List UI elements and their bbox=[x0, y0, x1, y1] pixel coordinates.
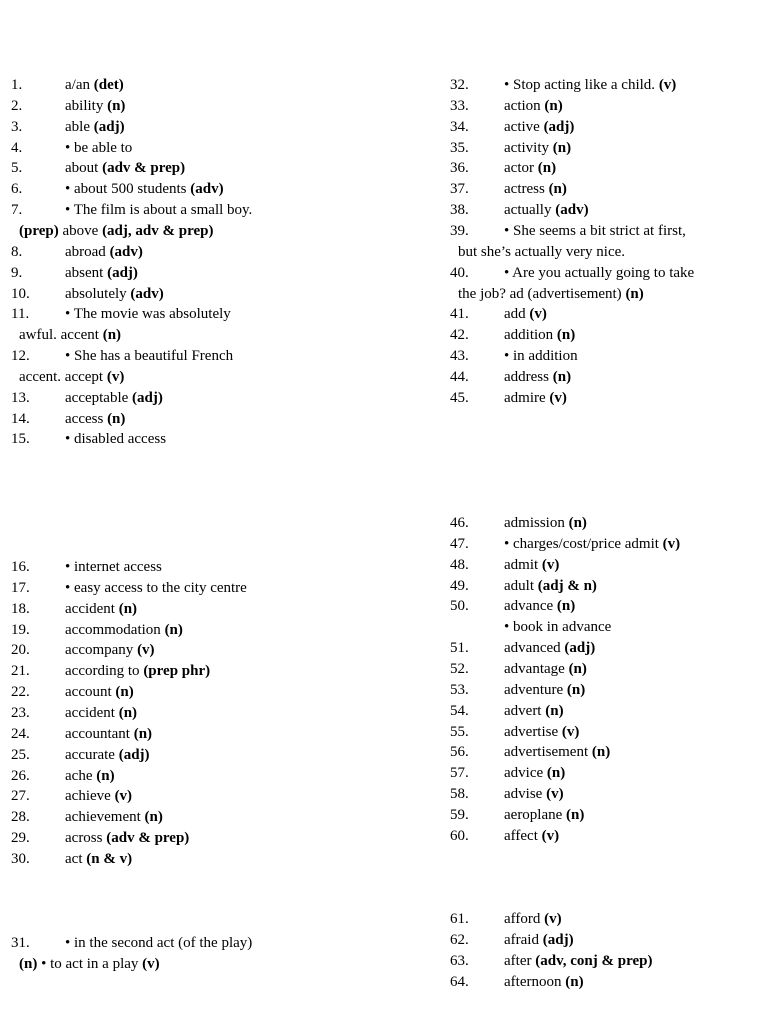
entry-text bbox=[504, 179, 567, 200]
entry-term: • The film is about a small boy. bbox=[65, 202, 253, 219]
entry-text bbox=[504, 951, 652, 972]
entry-term: admire bbox=[504, 389, 546, 406]
entry-pos: (adj) bbox=[564, 640, 596, 657]
entry-text bbox=[65, 933, 252, 954]
entry-pos: (adj & n) bbox=[537, 577, 597, 594]
entry-prefix-pos: (n) bbox=[19, 955, 38, 972]
entry-number: 35. bbox=[450, 139, 469, 156]
entry-text bbox=[65, 117, 125, 138]
entry-pos: (adj) bbox=[543, 118, 575, 135]
entry-number: 49. bbox=[450, 577, 469, 594]
entry-term: • in the second act (of the play) bbox=[65, 935, 253, 951]
entry-text bbox=[65, 828, 189, 849]
entry-term: absolutely bbox=[65, 285, 127, 302]
entry-number: 25. bbox=[11, 746, 30, 763]
entry-number: 53. bbox=[450, 681, 469, 698]
entry-text bbox=[65, 388, 163, 409]
entry-pos: (n) bbox=[164, 621, 183, 638]
entry-text bbox=[504, 680, 585, 701]
entry-number: 58. bbox=[450, 786, 469, 803]
entry-text bbox=[65, 409, 125, 430]
entry-text bbox=[504, 930, 574, 951]
entry-number: 19. bbox=[11, 621, 30, 638]
entry-text bbox=[504, 158, 556, 179]
entry-term: • The movie was absolutely bbox=[65, 306, 231, 323]
entry-term: • in addition bbox=[504, 348, 578, 365]
entry-text bbox=[65, 640, 155, 661]
entry-number: 10. bbox=[11, 285, 30, 302]
entry-pos: (adj) bbox=[118, 746, 150, 763]
entry-text bbox=[504, 138, 571, 159]
entry-pos: (adv) bbox=[190, 181, 224, 198]
entry-number: 21. bbox=[11, 663, 30, 680]
entry-text bbox=[504, 304, 547, 325]
entry-text bbox=[504, 826, 559, 847]
continuation-text bbox=[19, 221, 213, 242]
entry-number: 44. bbox=[450, 368, 469, 385]
entry-number: 48. bbox=[450, 556, 469, 573]
entry-pos: (n) bbox=[625, 285, 644, 302]
entry-text bbox=[504, 596, 575, 617]
entry-text bbox=[504, 96, 563, 117]
entry-term: • disabled access bbox=[65, 431, 167, 448]
entry-pos: (adj) bbox=[132, 389, 163, 406]
entry-text bbox=[65, 724, 152, 745]
entry-term: ache bbox=[65, 767, 93, 784]
entry-term: accident bbox=[65, 600, 115, 617]
entry-number: 43. bbox=[450, 348, 469, 365]
entry-term: account bbox=[65, 684, 112, 701]
entry-text bbox=[504, 555, 559, 576]
entry-text bbox=[65, 599, 137, 620]
entry-number: 32. bbox=[450, 77, 469, 93]
entry-term: above bbox=[62, 222, 99, 239]
entry-term: • be able to bbox=[65, 139, 133, 156]
entry-term: about bbox=[65, 160, 99, 177]
entry-term: afraid bbox=[504, 931, 539, 948]
entry-number: 30. bbox=[11, 850, 30, 867]
entry-pos: (n) bbox=[552, 139, 572, 156]
entry-number: 17. bbox=[11, 579, 30, 596]
entry-pos: (n) bbox=[556, 327, 576, 344]
entry-pos: (n) bbox=[115, 684, 134, 701]
entry-number: 14. bbox=[11, 410, 30, 427]
entry-number: 42. bbox=[450, 327, 469, 344]
entry-term: accident bbox=[65, 704, 115, 721]
entry-pos: (adv) bbox=[130, 285, 164, 302]
entry-pos: (v) bbox=[541, 827, 560, 844]
entry-text bbox=[65, 200, 252, 221]
entry-term: access bbox=[65, 410, 104, 427]
entry-number: 1. bbox=[11, 77, 23, 93]
entry-text bbox=[65, 158, 185, 179]
entry-number: 2. bbox=[11, 97, 23, 114]
entry-text bbox=[65, 179, 224, 200]
entry-text bbox=[504, 701, 564, 722]
entry-term: accurate bbox=[65, 746, 115, 763]
entry-term: act bbox=[65, 850, 83, 867]
entry-pos: (n) bbox=[568, 660, 587, 677]
entry-pos: (v) bbox=[561, 723, 580, 740]
entry-number: 40. bbox=[450, 264, 469, 281]
entry-term: • internet access bbox=[65, 559, 162, 575]
entry-number: 22. bbox=[11, 684, 30, 701]
entry-text bbox=[504, 388, 567, 409]
entry-number: 11. bbox=[11, 306, 30, 323]
entry-term: action bbox=[504, 97, 541, 114]
entry-term: • book in advance bbox=[504, 619, 612, 636]
entry-pos: (v) bbox=[549, 389, 567, 406]
entry-pos: (adv) bbox=[109, 243, 143, 260]
entry-pos: (n) bbox=[144, 809, 163, 826]
entry-pos: (n) bbox=[107, 97, 126, 114]
entry-number: 15. bbox=[11, 431, 30, 448]
entry-number: 5. bbox=[11, 160, 23, 177]
entry-term: addition bbox=[504, 327, 554, 344]
entry-term: accent. accept bbox=[19, 368, 104, 385]
entry-text bbox=[504, 638, 595, 659]
entry-term: advantage bbox=[504, 660, 565, 677]
entry-number: 51. bbox=[450, 640, 469, 657]
entry-text bbox=[504, 722, 579, 743]
entry-pos: (n) bbox=[102, 327, 122, 344]
entry-term: advert bbox=[504, 702, 542, 719]
entry-number: 39. bbox=[450, 222, 469, 239]
entry-term: active bbox=[504, 118, 540, 135]
entry-number: 64. bbox=[450, 973, 469, 990]
entry-number: 37. bbox=[450, 181, 469, 198]
entry-number: 9. bbox=[11, 264, 23, 281]
entry-pos: (v) bbox=[529, 306, 547, 323]
entry-pos: (v) bbox=[546, 786, 564, 803]
entry-pos: (n) bbox=[96, 767, 115, 784]
entry-pos: (v) bbox=[544, 911, 562, 927]
entry-term: • charges/cost/price admit bbox=[504, 535, 659, 552]
entry-text bbox=[504, 972, 584, 993]
entry-number: 33. bbox=[450, 97, 469, 114]
entry-text bbox=[504, 221, 686, 242]
entry-term: affect bbox=[504, 827, 538, 844]
entry-text bbox=[504, 659, 587, 680]
entry-pos: (v) bbox=[541, 556, 560, 573]
entry-term: accompany bbox=[65, 642, 134, 659]
entry-text bbox=[65, 138, 132, 159]
entry-term: advice bbox=[504, 765, 544, 782]
entry-pos: (adv, conj & prep) bbox=[535, 952, 653, 969]
entry-number: 63. bbox=[450, 952, 469, 969]
entry-number: 20. bbox=[11, 642, 30, 659]
entry-text bbox=[504, 263, 694, 284]
entry-term: a/an bbox=[65, 77, 90, 93]
entry-number: 52. bbox=[450, 660, 469, 677]
entry-number: 24. bbox=[11, 725, 30, 742]
entry-pos: (adv) bbox=[555, 202, 589, 219]
entry-text bbox=[65, 304, 231, 325]
entry-prefix-pos: (prep) bbox=[19, 222, 59, 239]
entry-term: • easy access to the city centre bbox=[65, 579, 247, 596]
entry-number: 26. bbox=[11, 767, 30, 784]
entry-text bbox=[65, 557, 162, 578]
entry-pos: (v) bbox=[662, 535, 681, 552]
entry-number: 3. bbox=[11, 118, 23, 135]
entry-text bbox=[65, 578, 247, 599]
entry-term: • She seems a bit strict at first, bbox=[504, 222, 686, 239]
entry-term: accommodation bbox=[65, 621, 161, 638]
entry-text bbox=[504, 75, 676, 96]
entry-text bbox=[504, 534, 680, 555]
entry-term: • She has a beautiful French bbox=[65, 348, 234, 365]
continuation-text bbox=[19, 954, 160, 975]
entry-pos: (adv & prep) bbox=[102, 160, 186, 177]
entry-number: 13. bbox=[11, 389, 30, 406]
entry-term: according to bbox=[65, 663, 140, 680]
entry-text bbox=[504, 346, 578, 367]
entry-text bbox=[504, 513, 587, 534]
entry-term: after bbox=[504, 952, 532, 969]
entry-pos: (n) bbox=[118, 704, 138, 721]
entry-term: able bbox=[65, 118, 90, 135]
entry-term: ability bbox=[65, 97, 104, 114]
entry-term: achievement bbox=[65, 809, 141, 826]
entry-number: 56. bbox=[450, 744, 469, 761]
entry-pos: (n) bbox=[548, 181, 567, 198]
entry-number: 61. bbox=[450, 911, 469, 927]
entry-term: • Are you actually going to take bbox=[504, 264, 695, 281]
entry-pos: (prep phr) bbox=[143, 663, 211, 680]
entry-term: activity bbox=[504, 139, 549, 156]
entry-text bbox=[504, 742, 610, 763]
entry-number: 46. bbox=[450, 515, 469, 531]
entry-number: 6. bbox=[11, 181, 23, 198]
entry-term: adventure bbox=[504, 681, 564, 698]
entry-text bbox=[65, 620, 183, 641]
entry-text bbox=[65, 661, 210, 682]
entry-term: afford bbox=[504, 911, 541, 927]
entry-text bbox=[65, 96, 125, 117]
entry-number: 34. bbox=[450, 118, 469, 135]
entry-pos: (n & v) bbox=[86, 850, 133, 867]
continuation-text bbox=[458, 284, 644, 305]
entry-text bbox=[65, 682, 134, 703]
entry-number: 55. bbox=[450, 723, 469, 740]
entry-text bbox=[65, 766, 115, 787]
entry-term: actually bbox=[504, 202, 552, 219]
entry-term: across bbox=[65, 830, 103, 847]
entry-pos: (n) bbox=[568, 515, 587, 531]
entry-number: 57. bbox=[450, 765, 469, 782]
entry-term: acceptable bbox=[65, 389, 129, 406]
entry-term: aeroplane bbox=[504, 806, 563, 823]
entry-pos: (n) bbox=[566, 681, 586, 698]
entry-text bbox=[65, 242, 143, 263]
entry-term: the job? ad (advertisement) bbox=[458, 285, 622, 302]
entry-pos: (v) bbox=[137, 642, 155, 659]
entry-term: • to act in a play bbox=[41, 955, 139, 972]
entry-text bbox=[504, 117, 574, 138]
entry-text bbox=[65, 263, 138, 284]
entry-number: 7. bbox=[11, 202, 23, 219]
entry-number: 12. bbox=[11, 348, 30, 365]
entry-number: 16. bbox=[11, 559, 30, 575]
entry-number: 60. bbox=[450, 827, 469, 844]
entry-text bbox=[65, 745, 150, 766]
entry-number: 47. bbox=[450, 535, 469, 552]
entry-term: afternoon bbox=[504, 973, 562, 990]
entry-term: actress bbox=[504, 181, 545, 198]
entry-pos: (det) bbox=[93, 77, 124, 93]
entry-term: admission bbox=[504, 515, 565, 531]
entry-number: 45. bbox=[450, 389, 469, 406]
continuation-text bbox=[19, 367, 124, 388]
entry-pos: (v) bbox=[658, 77, 677, 93]
entry-term: awful. accent bbox=[19, 327, 99, 344]
entry-term: advise bbox=[504, 786, 543, 803]
entry-text bbox=[504, 805, 584, 826]
continuation-text bbox=[458, 242, 625, 263]
entry-number: 54. bbox=[450, 702, 469, 719]
entry-number: 4. bbox=[11, 139, 23, 156]
entry-term: but she’s actually very nice. bbox=[458, 243, 626, 260]
entry-pos: (n) bbox=[565, 973, 584, 990]
entry-text bbox=[65, 786, 132, 807]
entry-text bbox=[65, 75, 124, 96]
entry-term: achieve bbox=[65, 788, 111, 805]
entry-pos: (n) bbox=[107, 410, 126, 427]
entry-number: 23. bbox=[11, 704, 30, 721]
entry-pos: (v) bbox=[142, 955, 160, 972]
entry-term: • Stop acting like a child. bbox=[504, 77, 656, 93]
entry-text bbox=[65, 849, 132, 870]
entry-term: address bbox=[504, 368, 549, 385]
entry-number: 29. bbox=[11, 830, 30, 847]
entry-pos: (adj) bbox=[93, 118, 125, 135]
entry-number: 41. bbox=[450, 306, 469, 323]
entry-text bbox=[504, 200, 589, 221]
entry-text bbox=[65, 429, 166, 450]
entry-number: 28. bbox=[11, 809, 30, 826]
entry-pos: (n) bbox=[556, 598, 576, 615]
entry-pos: (n) bbox=[566, 806, 585, 823]
entry-number: 31. bbox=[11, 935, 30, 951]
entry-text bbox=[65, 346, 233, 367]
entry-text bbox=[504, 784, 564, 805]
entry-term: advanced bbox=[504, 640, 561, 657]
entry-number: 38. bbox=[450, 202, 469, 219]
entry-term: advance bbox=[504, 598, 554, 615]
entry-text bbox=[504, 909, 562, 930]
entry-term: actor bbox=[504, 160, 534, 177]
entry-pos: (n) bbox=[545, 702, 564, 719]
entry-number: 62. bbox=[450, 931, 469, 948]
entry-term: absent bbox=[65, 264, 104, 281]
entry-pos: (n) bbox=[118, 600, 138, 617]
entry-pos: (n) bbox=[591, 744, 611, 761]
entry-text bbox=[504, 325, 575, 346]
entry-pos: (v) bbox=[114, 788, 133, 805]
entry-pos: (adj, adv & prep) bbox=[102, 222, 214, 239]
entry-number: 27. bbox=[11, 788, 30, 805]
entry-term: advertise bbox=[504, 723, 559, 740]
entry-number: 18. bbox=[11, 600, 30, 617]
entry-text bbox=[504, 617, 611, 638]
entry-pos: (n) bbox=[546, 765, 566, 782]
entry-pos: (adj) bbox=[107, 264, 138, 281]
entry-text bbox=[65, 703, 137, 724]
entry-text bbox=[504, 367, 571, 388]
entry-pos: (n) bbox=[133, 725, 153, 742]
entry-text bbox=[65, 807, 163, 828]
entry-term: admit bbox=[504, 556, 539, 573]
entry-number: 59. bbox=[450, 806, 469, 823]
entry-pos: (n) bbox=[552, 368, 572, 385]
entry-number: 8. bbox=[11, 243, 23, 260]
entry-term: • about 500 students bbox=[65, 181, 187, 198]
entry-pos: (adj) bbox=[542, 931, 574, 948]
entry-term: advertisement bbox=[504, 744, 589, 761]
entry-pos: (adv & prep) bbox=[106, 830, 190, 847]
entry-number: 50. bbox=[450, 598, 469, 615]
entry-pos: (v) bbox=[106, 368, 125, 385]
entry-pos: (n) bbox=[544, 97, 563, 114]
entry-term: accountant bbox=[65, 725, 130, 742]
entry-text bbox=[504, 576, 597, 597]
entry-pos: (n) bbox=[537, 160, 557, 177]
entry-text bbox=[504, 763, 565, 784]
entry-term: add bbox=[504, 306, 526, 323]
entry-text bbox=[65, 284, 164, 305]
entry-number: 36. bbox=[450, 160, 469, 177]
entry-term: adult bbox=[504, 577, 534, 594]
entry-term: abroad bbox=[65, 243, 106, 260]
continuation-text bbox=[19, 325, 121, 346]
